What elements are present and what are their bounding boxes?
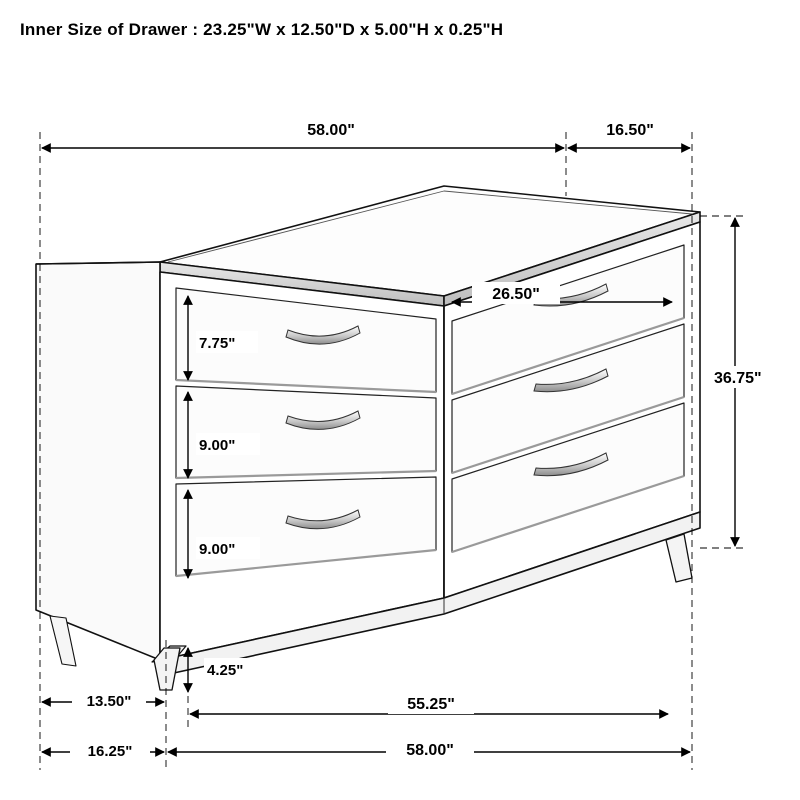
- dim-label-leg-height: 4.25": [207, 662, 244, 679]
- dim-label-overall-width: 58.00": [406, 742, 454, 759]
- dim-label-top-depth: 16.50": [606, 122, 654, 139]
- dim-label-top-width: 58.00": [307, 122, 355, 139]
- dim-label-drawer-h2: 9.00": [199, 437, 236, 454]
- dim-label-cabinet-width: 55.25": [407, 696, 455, 713]
- dim-label-side-depth-outer: 16.25": [87, 743, 133, 760]
- dim-label-drawer-width: 26.50": [492, 286, 540, 303]
- dresser-illustration: [36, 186, 700, 690]
- dim-label-drawer-h3: 9.00": [199, 541, 236, 558]
- dim-label-total-height: 36.75": [714, 370, 762, 387]
- page-title: Inner Size of Drawer : 23.25"W x 12.50"D x 5.00"H x 0.25"H: [20, 20, 504, 39]
- dim-label-side-depth: 13.50": [86, 693, 132, 710]
- dim-label-drawer-h1: 7.75": [199, 335, 236, 352]
